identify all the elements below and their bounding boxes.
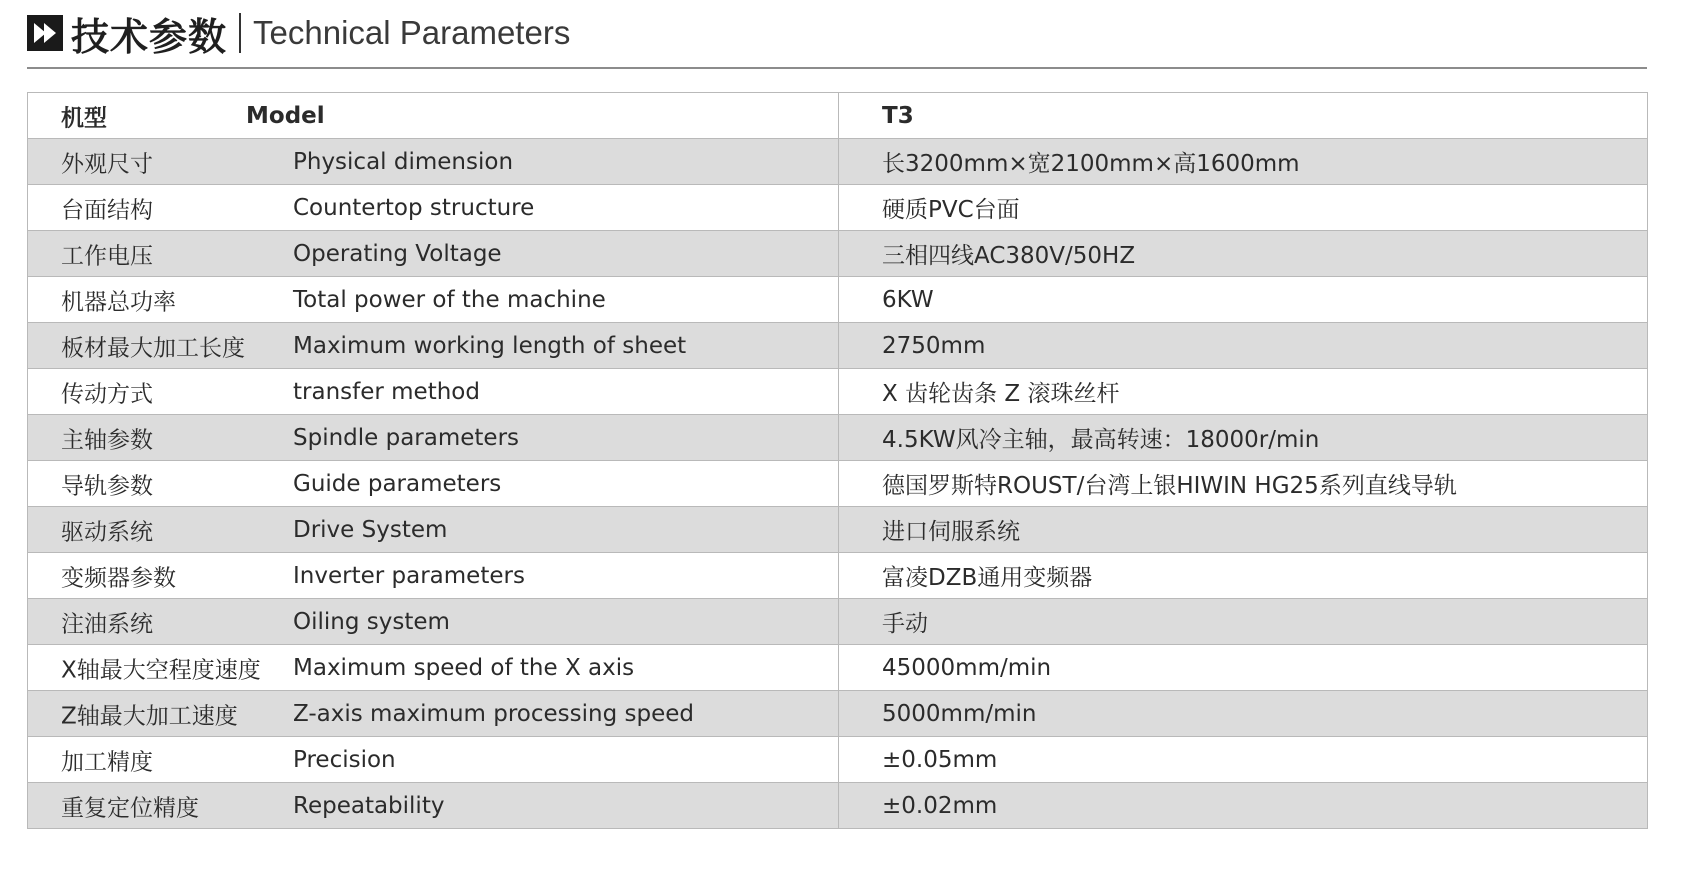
parameter-name-en: Repeatability: [293, 792, 445, 819]
parameter-name-cn: Z轴最大加工速度: [61, 703, 238, 729]
parameter-value: 进口伺服系统: [839, 507, 1648, 553]
parameter-name-cn: 传动方式: [61, 381, 153, 407]
parameter-name-en: Maximum working length of sheet: [293, 332, 687, 359]
parameter-name-en: Maximum speed of the X axis: [293, 654, 635, 681]
parameter-name-cn: 主轴参数: [61, 427, 153, 453]
parameter-name-cell: [28, 461, 839, 507]
table-row: [28, 323, 1648, 369]
table-row: [28, 277, 1648, 323]
parameter-value: 4.5KW风冷主轴，最高转速：18000r/min: [839, 415, 1648, 461]
parameter-name-en: Operating Voltage: [293, 240, 502, 267]
parameter-value: 三相四线AC380V/50HZ: [839, 231, 1648, 277]
parameter-name-en: Oiling system: [293, 608, 450, 635]
title-divider: [239, 13, 241, 53]
header-model-value: T3: [839, 93, 1648, 139]
header-label-en: Model: [246, 102, 325, 129]
parameter-value: 长3200mm×宽2100mm×高1600mm: [839, 139, 1648, 185]
parameter-name-cell: [28, 783, 839, 829]
header-divider: [27, 67, 1647, 69]
parameter-name-en: Precision: [293, 746, 396, 773]
parameter-value: 2750mm: [839, 323, 1648, 369]
table-row: [28, 645, 1648, 691]
parameter-name-cn: 机器总功率: [61, 289, 176, 315]
table-row: [28, 783, 1648, 829]
parameter-name-cn: 注油系统: [61, 611, 153, 637]
parameter-name-cell: [28, 507, 839, 553]
parameter-name-cn: 工作电压: [61, 243, 153, 269]
table-row: [28, 369, 1648, 415]
parameter-name-en: Spindle parameters: [293, 424, 520, 451]
table-row: [28, 691, 1648, 737]
parameter-value: X 齿轮齿条 Z 滚珠丝杆: [839, 369, 1648, 415]
parameter-value: 富凌DZB通用变频器: [839, 553, 1648, 599]
table-row: [28, 231, 1648, 277]
parameter-name-en: Physical dimension: [293, 148, 514, 175]
table-row: [28, 599, 1648, 645]
table-row: [28, 185, 1648, 231]
parameter-value: ±0.02mm: [839, 783, 1648, 829]
spec-table: [27, 92, 1648, 829]
table-row: [28, 415, 1648, 461]
parameter-name-en: Z-axis maximum processing speed: [293, 700, 694, 727]
parameter-name-cell: [28, 231, 839, 277]
parameter-name-cell: [28, 139, 839, 185]
parameter-name-cell: [28, 185, 839, 231]
parameter-name-en: transfer method: [293, 378, 480, 405]
page-header: [27, 10, 571, 59]
table-row: [28, 507, 1648, 553]
parameter-name-cn: 加工精度: [61, 749, 153, 775]
table-row: [28, 139, 1648, 185]
parameter-name-cn: 驱动系统: [61, 519, 153, 545]
table-header-row: [28, 93, 1648, 139]
parameter-value: ±0.05mm: [839, 737, 1648, 783]
parameter-value: 德国罗斯特ROUST/台湾上银HIWIN HG25系列直线导轨: [839, 461, 1648, 507]
parameter-value: 硬质PVC台面: [839, 185, 1648, 231]
parameter-name-cell: [28, 415, 839, 461]
page-title-cn: 技术参数: [71, 14, 228, 59]
header-label-cell: [28, 93, 839, 139]
page-title-en: Technical Parameters: [253, 14, 571, 51]
parameter-name-cell: [28, 553, 839, 599]
parameter-name-en: Countertop structure: [293, 194, 535, 221]
parameter-name-cell: [28, 691, 839, 737]
parameter-name-cell: [28, 369, 839, 415]
parameter-name-cell: [28, 599, 839, 645]
parameter-name-en: Guide parameters: [293, 470, 502, 497]
table-row: [28, 737, 1648, 783]
parameter-name-cn: 台面结构: [61, 197, 153, 223]
parameter-value: 手动: [839, 599, 1648, 645]
parameter-name-cell: [28, 323, 839, 369]
parameter-name-cn: 外观尺寸: [61, 151, 153, 177]
parameter-name-en: Drive System: [293, 516, 448, 543]
parameter-name-en: Total power of the machine: [293, 286, 606, 313]
parameter-name-en: Inverter parameters: [293, 562, 525, 589]
parameter-name-cn: 板材最大加工长度: [61, 335, 245, 361]
play-forward-icon: [27, 15, 63, 51]
table-row: [28, 461, 1648, 507]
parameter-name-cn: 导轨参数: [61, 473, 153, 499]
header-label-cn: 机型: [61, 105, 107, 131]
parameter-name-cn: 重复定位精度: [61, 795, 199, 821]
table-row: [28, 553, 1648, 599]
parameter-name-cn: X轴最大空程度速度: [61, 657, 261, 683]
parameter-name-cell: [28, 645, 839, 691]
parameter-name-cell: [28, 277, 839, 323]
parameter-name-cell: [28, 737, 839, 783]
parameter-name-cn: 变频器参数: [61, 565, 176, 591]
parameter-value: 5000mm/min: [839, 691, 1648, 737]
parameter-value: 6KW: [839, 277, 1648, 323]
parameter-value: 45000mm/min: [839, 645, 1648, 691]
